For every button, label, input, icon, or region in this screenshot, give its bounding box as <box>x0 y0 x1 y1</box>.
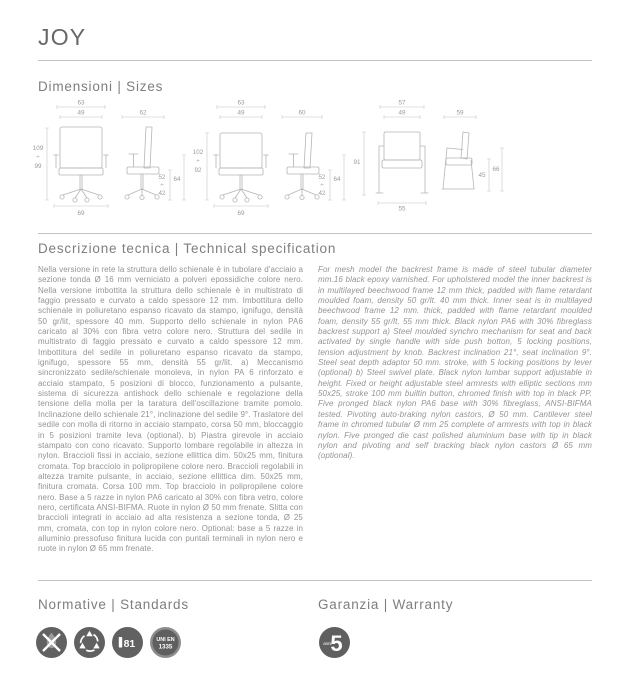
dim-label: 42 <box>158 190 166 197</box>
bottom-divider <box>38 580 592 581</box>
uni-en-label-line2: 1335 <box>158 643 173 651</box>
page-title: JOY <box>38 24 87 50</box>
side-view-drawing <box>285 133 319 200</box>
dim-label: 42 <box>318 190 326 197</box>
class-81-label: 81 <box>123 637 136 650</box>
fabric-glyph <box>119 637 122 648</box>
dim-label: 109 <box>32 145 44 152</box>
dim-label: 91 <box>353 159 361 166</box>
tech-text-italian: Nella versione in rete la struttura dello schienale è in tubolare d'acciaio a sezione tonda Ø 16 mm verniciato a polveri epossidiche colore nero. Nella versione imbottita la struttura dello schienale è in multistrato di faggio pressato e curvato a caldo spessore 12 mm. Imbottitura dello schienale in poliuretano espanso ricavato da stampo, ignifugo, densità 50 gr/lit, spessore 40 mm. Supporto dello schienale in nylon PA6 caricato al 30% con fibra vetro colore nero. Struttura del sedile in multistrato di faggio pressato e curvato a caldo spessore 12 mm. Imbottitura del sedile in poliuretano espanso ricavato da stampo, ignifugo, spessore 55 mm, densità 55 gr/lit. a) Meccanismo sincronizzato sedile/schienale monoleva, in nylon PA 6 rinforzato e acciaio stampato, 5 posizioni di blocco, funzionamento a pulsante, sistema di sicurezza antishock dello schienale e regolazione della tensione della molla per la taratura dell'oscillazione tramite pomolo. Inclinazione dello schienale 21°, inclinazione del sedile 9°. Traslatore del sedile con molla di ritorno in acciaio stampato, corsa 50 mm, bloccaggio in 5 posizioni tramite leva (optional). b) Piastra girevole in acciaio stampato con cono ricavato. Supporto lombare regolabile in altezza in nylon. Braccioli fissi in acciaio, sezione ellittica dim. 50x25 mm, finitura cromata. Top bracciolo in polipropilene colore nero. Braccioli regolabili in altezza tramite pulsante, in acciaio, sezione ellittica dim. 50x25 mm, finitura cromata. Corsa 100 mm. Top bracciolo in polipropilene colore nero. Base a 5 razze in nylon PA6 caricato al 30% con fibra vetro, colore nero, certificata ANSI-BIFMA. Ruote in nylon Ø 50 mm frenate. Slitta con braccioli integrati in acciaio ad alta resistenza a sezione tonda, Ø 25 mm, cromata, con top in nylon colore nero. Optional: base a 5 razze in alluminio pressofuso finitura lucida con puntali terminali in nylon nero e ruote in nylon Ø 65 mm frenate. <box>38 265 303 554</box>
side-view-drawing <box>125 127 159 200</box>
dim-label: 63 <box>77 99 85 107</box>
dim-label: 52 <box>158 174 166 181</box>
warranty-heading: Garanzia | Warranty <box>318 597 454 612</box>
dimension-lines <box>362 105 504 205</box>
dim-label: 49 <box>77 109 85 117</box>
dim-label: 64 <box>173 176 181 183</box>
warranty-badge <box>319 627 350 663</box>
dim-label: 92 <box>194 167 202 174</box>
warranty-years-label: anni <box>323 640 332 646</box>
front-view-drawing <box>54 127 109 202</box>
dim-label: 69 <box>237 210 245 217</box>
dim-label: 55 <box>398 205 406 213</box>
title-divider <box>38 60 592 61</box>
dim-label: ÷ <box>160 182 164 189</box>
dimension-labels <box>353 100 500 213</box>
front-view-drawing <box>214 133 269 202</box>
dim-label: 69 <box>77 210 85 217</box>
dim-label: 60 <box>298 109 306 117</box>
dim-label: 49 <box>237 109 245 117</box>
front-view-drawing <box>376 132 428 193</box>
warranty-5-years-icon <box>319 627 350 658</box>
dim-label: 52 <box>318 174 326 181</box>
dim-label: 64 <box>333 176 341 183</box>
diagram-swivel-low-back <box>190 96 350 218</box>
recyclable-icon <box>74 627 105 658</box>
diagram-cantilever-chair <box>350 96 510 218</box>
dim-label: 99 <box>34 163 42 170</box>
diagram-swivel-high-back <box>30 96 190 218</box>
tech-text-english: For mesh model the backrest frame is made of steel tubular diameter mm.16 black epoxy varnished. For upholstered model the inner backrest is in multilayed beechwood frame 12 mm thick, padded with flame retardant moulded foam, density 50 gr/lt. 40 mm thick. Inner seat is in multilayed beechwood frame 12 mm. thick, padded with flame retardant moulded foam, density 55 gr/lt, 55 mm thick. Black nylon PA6 with 30% fibreglass backrest support a) Steel moulded synchro mechanism for seat and back activated by single handle with side push botton, 5 locking positions, tension adjustment by knob. Backrest inclination 21°, seat inclination 9°. Steel seat depth adaptor 50 mm. stroke, with 5 locking positions by lever (optional) b) Steel swivel plate. Black nylon lumbar support adjustable in height. Fixed or height adjustable steel armrests with elliptic sections mm 50x25, stroke 100 mm builtin button, chromed finish with top in black PP. Five pronged black nylon PA6 base with 30% fibreglass, ANSI-BIFMA tested. Pivoting auto-braking nylon castors, Ø 50 mm. Cantilever steel frame in chromed tubular Ø mm 25 complete of armrests with top in black nylon. Five pronged die cast polished aluminium base with tip in black nylon and pivoting and self bracking black nylon castors Ø 65 mm (optional). <box>318 265 592 461</box>
dim-label: 57 <box>398 99 406 107</box>
class-81-icon <box>112 627 143 658</box>
dim-label: 59 <box>456 109 464 117</box>
uni-en-label-line1: UNI EN <box>156 637 175 644</box>
tech-heading: Descrizione tecnica | Technical specification <box>38 241 337 256</box>
no-flame-icon <box>36 627 67 658</box>
standards-heading: Normative | Standards <box>38 597 189 612</box>
dim-label: 102 <box>192 149 204 156</box>
dim-label: ÷ <box>196 158 200 165</box>
dim-label: 49 <box>398 109 406 117</box>
tech-divider <box>38 233 592 234</box>
dim-label: 66 <box>492 166 500 173</box>
dim-label: 63 <box>237 99 245 107</box>
side-view-drawing <box>442 132 474 189</box>
dim-label: 62 <box>139 109 147 117</box>
dim-label: ÷ <box>320 182 324 189</box>
dim-label: 45 <box>478 172 486 179</box>
sizes-heading: Dimensioni | Sizes <box>38 79 164 94</box>
dim-label: ÷ <box>36 154 40 161</box>
uni-en-1335-icon <box>150 627 181 658</box>
warranty-years: 5 <box>330 631 343 656</box>
standards-icons <box>36 627 181 658</box>
